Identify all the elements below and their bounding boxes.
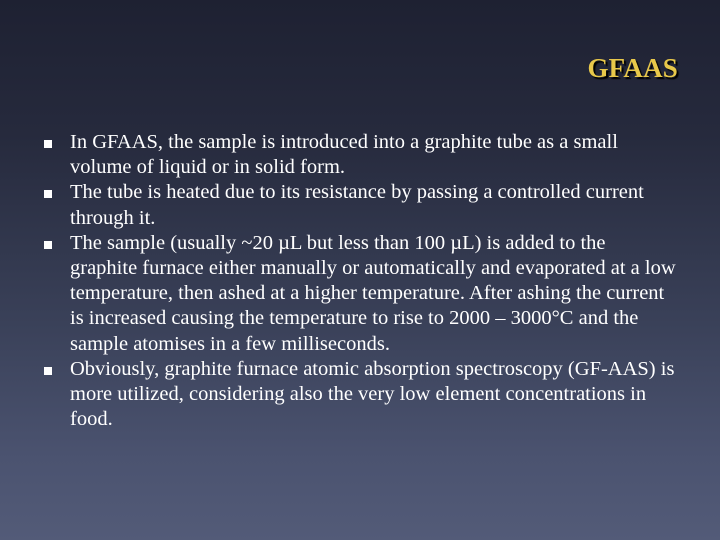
square-bullet-icon (44, 241, 52, 249)
bullet-text: Obviously, graphite furnace atomic absorption spectroscopy (GF-AAS) is more utilized, considering also the very low element concentrations in food. (70, 357, 675, 431)
bullet-item (44, 357, 676, 433)
square-bullet-icon (44, 140, 52, 148)
square-bullet-icon (44, 367, 52, 375)
bullet-item (44, 130, 676, 180)
bullet-item (44, 180, 676, 230)
bullet-text: In GFAAS, the sample is introduced into a graphite tube as a small volume of liquid or in solid form. (70, 131, 618, 179)
slide-title: GFAAS (587, 53, 678, 83)
bullet-text: The tube is heated due to its resistance by passing a controlled current through it. (70, 181, 644, 229)
bullet-list (44, 130, 676, 432)
bullet-item (44, 231, 676, 357)
bullet-text: The sample (usually ~20 µL but less than 100 µL) is added to the graphite furnace either manually or automatically and evaporated at a low temperature, then ashed at a higher temperature. After ashing the current is increased causing the temperature to rise to 2000 – 3000°C and the sample atomises in a few milliseconds. (70, 231, 676, 355)
square-bullet-icon (44, 190, 52, 198)
